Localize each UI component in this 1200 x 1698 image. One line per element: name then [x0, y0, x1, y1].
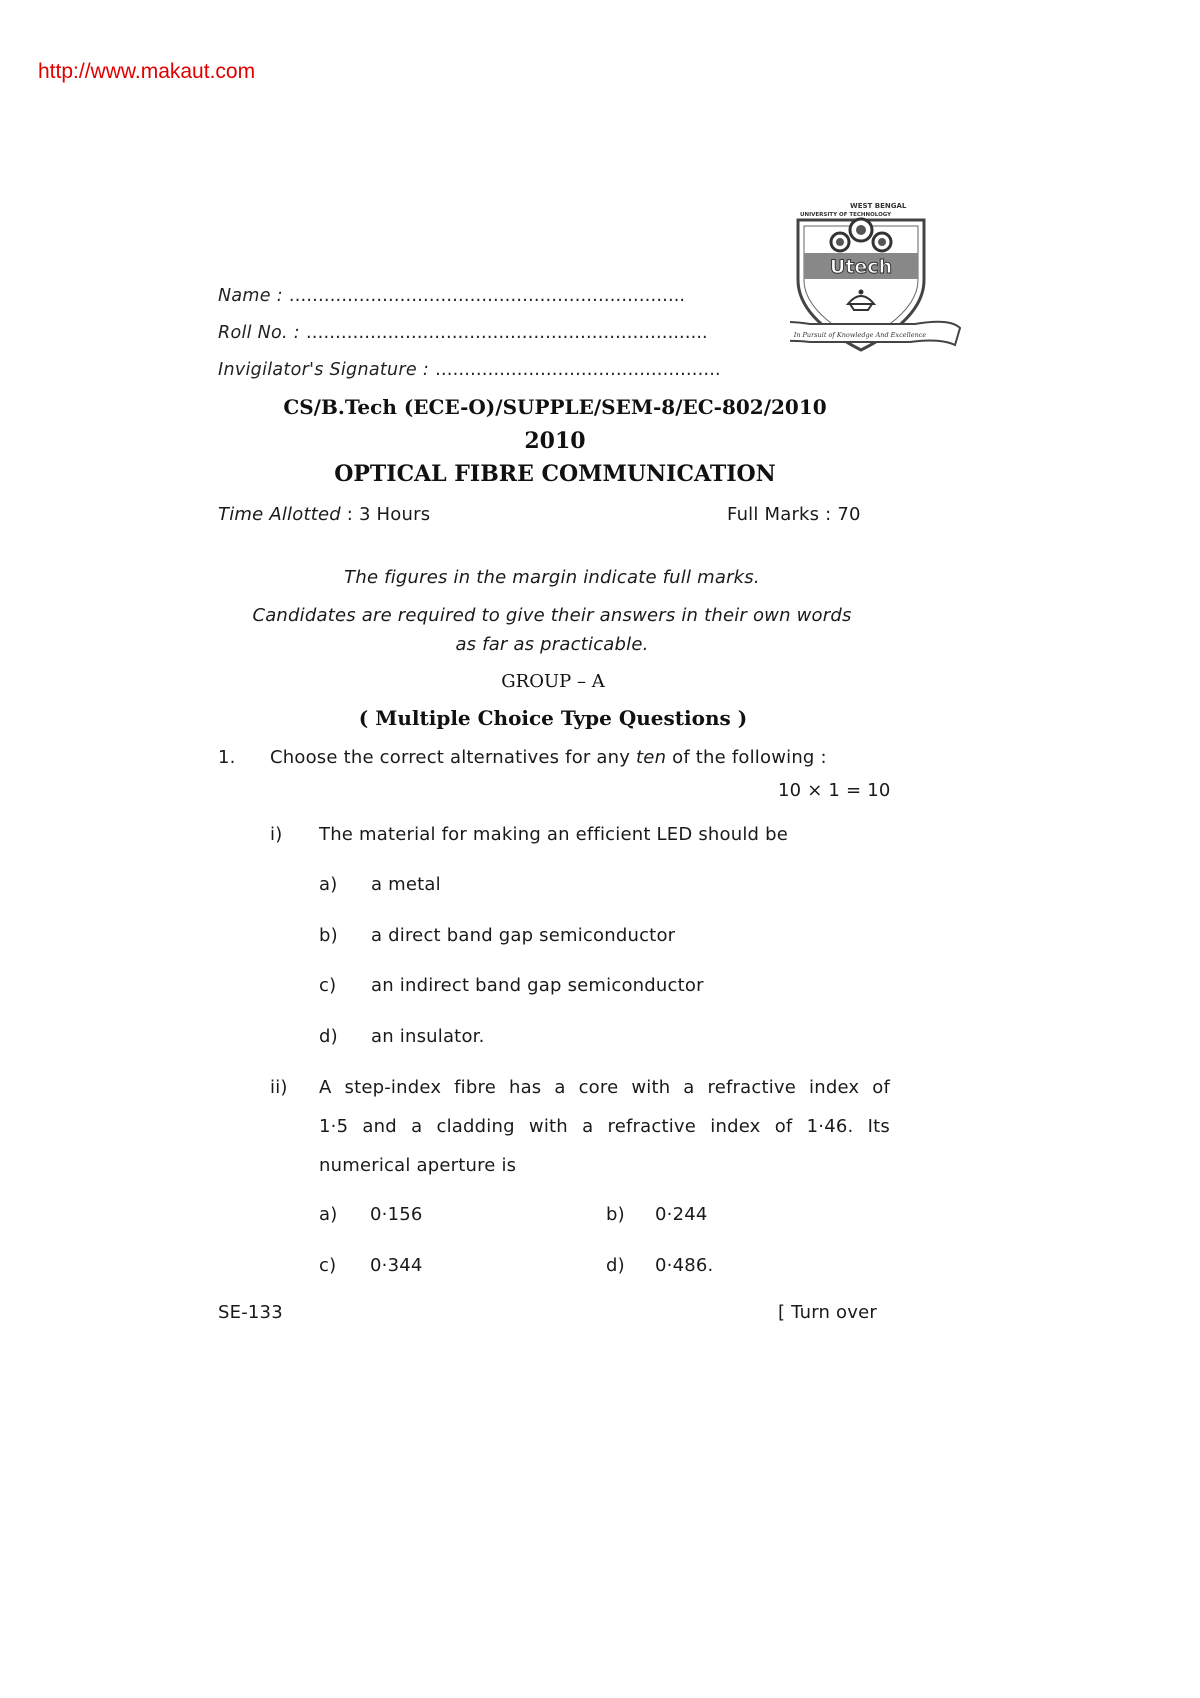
option-text: a direct band gap semiconductor [371, 925, 676, 946]
time-label: Time Allotted [218, 504, 341, 525]
option-letter: c) [319, 975, 337, 996]
time-allotted [218, 504, 430, 525]
instruction-marks: The figures in the margin indicate full marks. [344, 567, 760, 588]
subject-title: OPTICAL FIBRE COMMUNICATION [334, 461, 776, 487]
question-text-ten: ten [636, 747, 667, 768]
invigilator-field [218, 360, 721, 380]
name-field [218, 286, 685, 306]
turn-over: [ Turn over [778, 1302, 877, 1323]
option-letter: d) [319, 1026, 338, 1047]
instruction-practicable: as far as practicable. [455, 634, 649, 655]
option-letter: a) [319, 1204, 338, 1225]
question-marks: 10 × 1 = 10 [778, 780, 891, 801]
subq-i-text: The material for making an efficient LED should be [319, 824, 788, 845]
exam-code: CS/B.Tech (ECE-O)/SUPPLE/SEM-8/EC-802/2010 [283, 395, 827, 419]
option-text: 0·244 [655, 1204, 708, 1225]
exam-year: 2010 [524, 428, 586, 454]
time-value: : 3 Hours [346, 504, 431, 525]
question-text [270, 747, 827, 768]
option-letter: c) [319, 1255, 337, 1276]
name-label: Name : [218, 286, 283, 306]
roll-blank: ……………………………………………………….….. [305, 323, 708, 343]
name-blank: ………………………………………………………….. [288, 286, 685, 306]
paper-code: SE-133 [218, 1302, 283, 1323]
subq-ii-number: ii) [270, 1077, 288, 1098]
instruction-words: Candidates are required to give their answers in their own words [252, 605, 852, 626]
question-number: 1. [218, 747, 236, 768]
subq-ii-line-2: 1·5 and a cladding with a refractive index of 1·46. Its [319, 1116, 890, 1137]
source-url[interactable]: http://www.makaut.com [38, 60, 256, 83]
logo-brand: Utech [829, 256, 893, 278]
subq-ii-line-1: A step-index fibre has a core with a refractive index of [319, 1077, 890, 1098]
subq-ii-line-3: numerical aperture is [319, 1155, 517, 1176]
option-text: 0·344 [370, 1255, 423, 1276]
group-subtitle: ( Multiple Choice Type Questions ) [358, 706, 748, 730]
option-letter: a) [319, 874, 338, 895]
logo-text-sub: UNIVERSITY OF TECHNOLOGY [800, 212, 892, 218]
roll-field [218, 323, 708, 343]
option-text: an insulator. [371, 1026, 485, 1047]
logo-text-top: WEST BENGAL [850, 202, 907, 210]
question-text-end: of the following : [666, 747, 827, 768]
option-letter: b) [319, 925, 338, 946]
question-text-start: Choose the correct alternatives for any [270, 747, 637, 768]
option-letter: b) [606, 1204, 625, 1225]
full-marks: Full Marks : 70 [727, 504, 861, 525]
roll-label: Roll No. : [218, 323, 300, 343]
group-title: GROUP – A [501, 671, 605, 692]
invigilator-blank: …………………………………………. [434, 360, 721, 380]
university-logo [790, 200, 970, 380]
option-text: 0·156 [370, 1204, 423, 1225]
option-text: a metal [371, 874, 441, 895]
subq-i-number: i) [270, 824, 283, 845]
invigilator-label: Invigilator's Signature : [218, 360, 430, 380]
option-text: 0·486. [655, 1255, 714, 1276]
option-letter: d) [606, 1255, 625, 1276]
option-text: an indirect band gap semiconductor [371, 975, 704, 996]
logo-ribbon: In Pursuit of Knowledge And Excellence [793, 331, 927, 339]
